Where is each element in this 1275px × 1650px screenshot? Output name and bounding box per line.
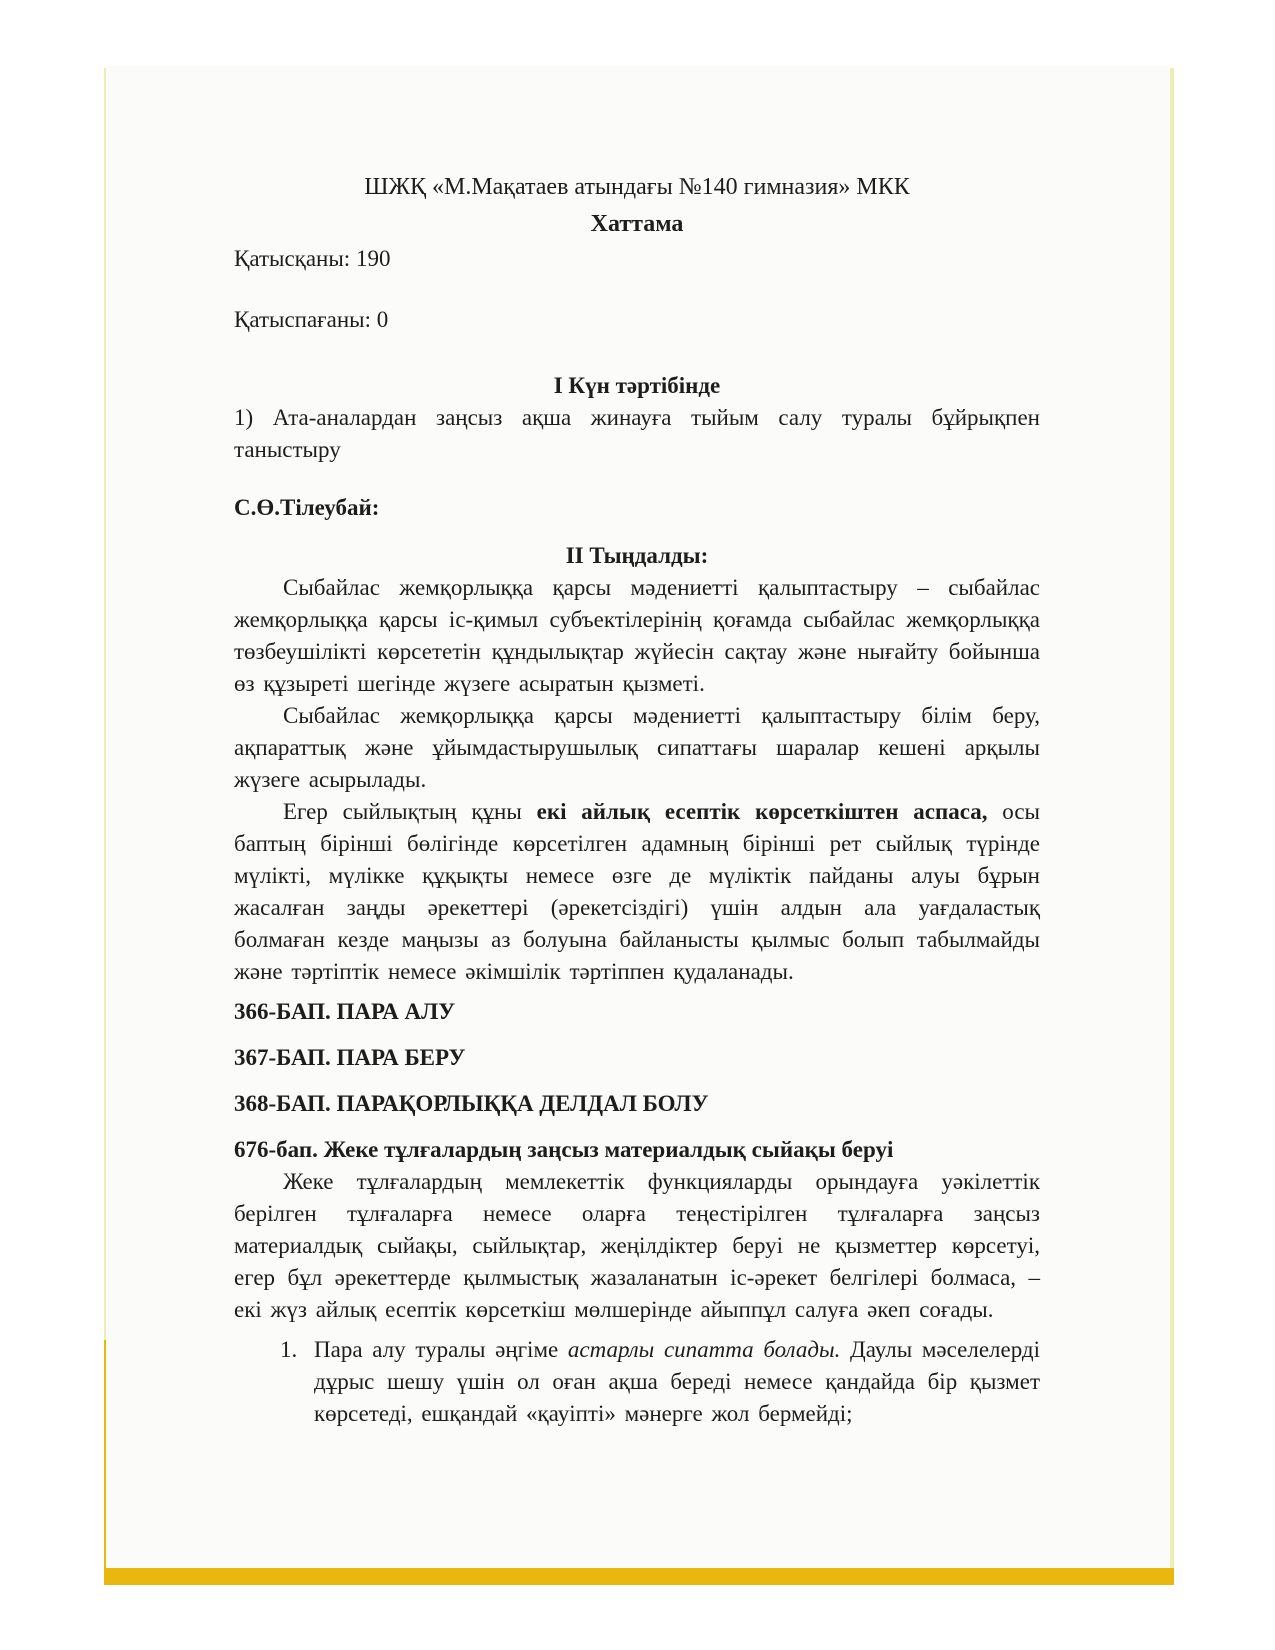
article-676-heading: 676-бап. Жеке тұлғалардың заңсыз материалдық сыйақы беруі (234, 1137, 894, 1162)
list-item-text-pre: Пара алу туралы әңгіме (314, 1337, 568, 1362)
attended-count (234, 243, 1040, 275)
absent-value: 0 (376, 307, 389, 332)
paragraph-anticorruption-culture: Сыбайлас жемқорлыққа қарсы мәдениетті қалыптастыру – сыбайлас жемқорлыққа қарсы іс-қимыл субъектілерінің қоғамда сыбайлас жемқорлыққа төзбеушілікті көрсететін құндылықтар жүйесін сақтау және нығайту бойынша өз құзыреті шегінде жүзеге асыратын қызметі. (234, 575, 1040, 696)
paragraph-gift-value-pre: Егер сыйлықтың құны (283, 799, 537, 824)
article-367-heading: 367-БАП. ПАРА БЕРУ (234, 1045, 466, 1070)
document-title: Хаттама (590, 211, 684, 237)
attended-label: Қатысқаны: (234, 246, 351, 271)
paragraph-gift-value-bold: екі айлық есептік көрсеткіштен аспаса, (536, 799, 988, 824)
paragraph-measures-complex: Сыбайлас жемқорлыққа қарсы мәдениетті қалыптастыру білім беру, ақпараттық және ұйымдастырушылық сипаттағы шаралар кешені арқылы жүзеге асырылады. (234, 703, 1040, 792)
heard-heading: II Тыңдалды: (565, 543, 709, 568)
attended-value: 190 (355, 246, 391, 271)
paragraph-gift-value-post: осы баптың бірінші бөлігінде көрсетілген адамның бірінші рет сыйлық түрінде мүлікті, мүлікке құқықты немесе өзге де мүліктік пайданы алуы бұрын жасалған заңды әрекеттері (әрекетсіздігі) үшін алдын ала уағдаластық болмаған кезде маңызы аз болуына байланысты қылмыс болып табылмайды және тәртіптік немесе әкімшілік тәртіппен қудаланады. (234, 799, 1041, 984)
yellow-backing-bottom-edge (104, 1568, 1174, 1585)
document-page (106, 66, 1170, 1568)
article-366-heading: 366-БАП. ПАРА АЛУ (234, 999, 456, 1024)
paragraph-individuals-reward: Жеке тұлғалардың мемлекеттік функцияларды орындауға уәкілеттік берілген тұлғаларға немесе оларға теңестірілген тұлғаларға заңсыз материалдық сыйақы, сыйлықтар, жеңілдіктер беруі не қызметтер көрсетуі, егер бұл әрекеттерде қылмыстық жазаланатын іс-әрекет белгілері болмаса, – екі жүз айлық есептік көрсеткіш мөлшерінде айыппұл салуға әкеп соғады. (234, 1169, 1040, 1322)
list-item-number: 1. (280, 1337, 298, 1362)
agenda-heading: I Күн тәртібінде (553, 373, 721, 398)
list-item-text (314, 1334, 1040, 1430)
speaker-name: С.Ө.Тілеубай: (234, 495, 380, 520)
article-368-heading: 368-БАП. ПАРАҚОРЛЫҚҚА ДЕЛДАЛ БОЛУ (234, 1091, 709, 1116)
organization-title: ШЖҚ «М.Мақатаев атындағы №140 гимназия» МКК (364, 174, 910, 200)
absent-count (234, 304, 1040, 336)
list-item-text-italic: астарлы сипатта болады. (567, 1337, 841, 1362)
list-item (280, 1334, 1040, 1430)
list-item-text-post: Даулы мәселелерді дұрыс шешу үшін ол оған ақша береді немесе қандайда бір қызмет көрсетеді, ешқандай «қауіпті» мәнерге жол бермейді; (314, 1337, 1041, 1426)
absent-label: Қатыспағаны: (234, 307, 371, 332)
paragraph-gift-value (234, 796, 1040, 988)
agenda-item: 1) Ата-аналардан заңсыз ақша жинауға тыйым салу туралы бұйрықпен таныстыру (234, 405, 1040, 462)
